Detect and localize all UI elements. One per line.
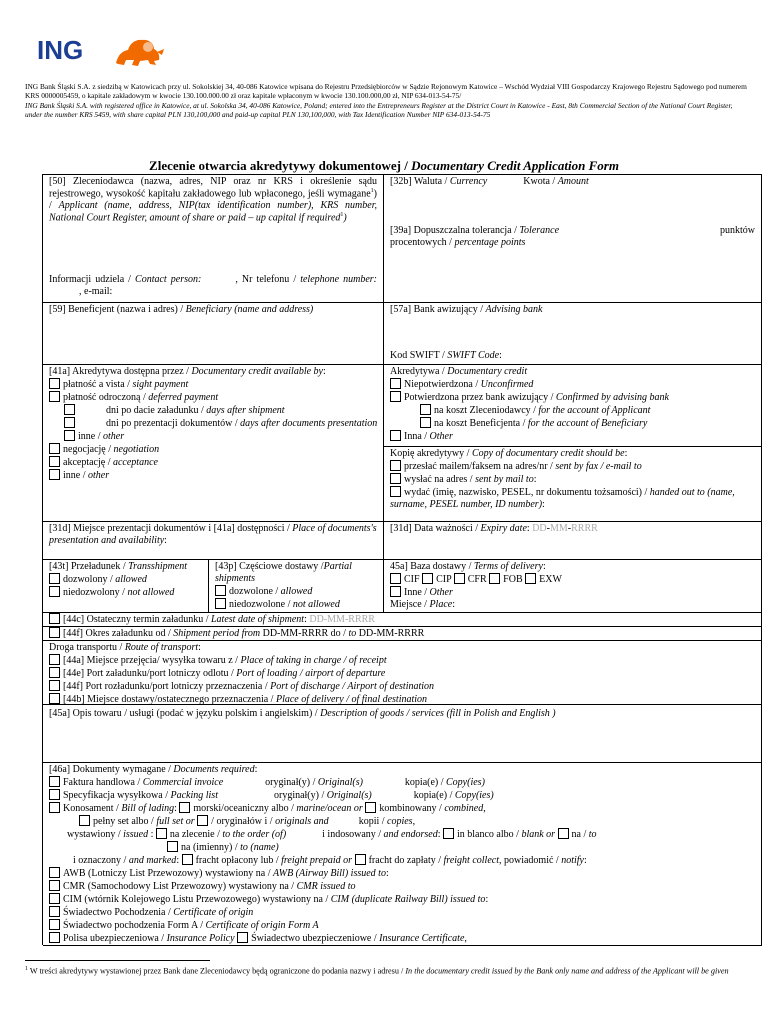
checkbox[interactable] (420, 417, 431, 428)
option-hand-out[interactable]: wydać (imię, nazwisko, PESEL, nr dokumentu tożsamości) / handed out to (name, surname, PESEL number, ID number): (390, 487, 735, 510)
bol-named[interactable]: na (imienny) / to (name) (49, 841, 756, 854)
checkbox[interactable] (215, 598, 226, 609)
contact-label-english: Contact person: (135, 274, 202, 285)
partial-shipments-label-english: Partial shipments (215, 561, 352, 584)
checkbox-exw[interactable] (525, 573, 536, 584)
checkbox[interactable] (443, 828, 454, 839)
route-label-english: Route of transport (124, 642, 199, 653)
goods-description-section[interactable] (43, 705, 762, 763)
presentation-place-label-english: Place of documents's presentation and availability (49, 523, 377, 546)
option-unconfirmed[interactable]: Niepotwierdzona / Unconfirmed (390, 378, 756, 391)
option-send-fax-email[interactable]: przesłać mailem/faksem na adres/nr / sent by fax / e-mail to (390, 460, 756, 473)
swift-label: Kod SWIFT / (390, 350, 448, 361)
currency-label-english: Currency (449, 176, 488, 187)
tolerance-label-english: Tolerance (519, 225, 560, 236)
documents-label: [46a] Dokumenty wymagane / (49, 764, 174, 775)
bol-full-set[interactable]: pełny set albo / full set or / oryginałów i / originals and kopii / copies, (49, 815, 756, 828)
checkbox[interactable] (355, 854, 366, 865)
footnote (25, 966, 760, 977)
checkbox[interactable] (49, 586, 60, 597)
option-place-of-receipt[interactable]: [44a] Miejsce przejęcia/ wysyłka towaru z / Place of taking in charge / of receipt (49, 654, 756, 667)
checkbox[interactable] (156, 828, 167, 839)
checkbox[interactable] (49, 613, 60, 624)
application-form (42, 174, 762, 945)
latest-shipment-placeholder[interactable]: DD-MM-RRRR (309, 614, 375, 625)
option-days-after-presentation[interactable]: dni po prezentacji dokumentów / days after documents presentation (49, 417, 377, 430)
latest-shipment-row[interactable]: [44c] Ostateczny termin załadunku / Latest date of shipment: DD-MM-RRRR (43, 613, 762, 627)
available-by-section: [41a] Akredytywa dostępna przez / Documentary credit available by: płatność a vista / sight payment płatność odroczoną / deferred payment dni po dacie załadunku / days after shipment dni po prezentacji dokumentów / days after documents presentation inne / other negocjację / negotiation akceptację / acceptance inne / other (43, 365, 383, 522)
footnote-english: In the documentary credit issued by the Bank only name and address of the Applicant will be given (405, 966, 729, 976)
checkbox[interactable] (420, 404, 431, 415)
credit-type-label: Akredytywa / (390, 366, 448, 377)
checkbox-marine[interactable] (179, 802, 190, 813)
beneficiary-label: [59] Beneficjent (nazwa i adres) / (49, 304, 186, 315)
phone-label-english: telephone number: (300, 274, 378, 285)
option-beneficiary-account[interactable]: na koszt Beneficjenta / for the account of Beneficiary (390, 417, 756, 430)
applicant-label-english: Applicant (name, address, NIP(tax identification number), KRS number, National Court Register, amount of share or paid – up capital if required (49, 200, 377, 224)
page-title-polish: Zlecenie otwarcia akredytywy dokumentowej / (149, 158, 412, 173)
shipment-period-label-english: Shipment period from (173, 628, 261, 639)
checkbox[interactable] (215, 585, 226, 596)
percentage-label-english: percentage points (454, 237, 526, 248)
doc-bill-of-lading[interactable]: Konosament / Bill of lading: morski/oceaniczny albo / marine/ocean or kombinowany / combined, (49, 802, 756, 815)
transshipment-label: [43t] Przeładunek / (49, 561, 129, 572)
option-confirmed[interactable]: Potwierdzona przez bank awizujący / Confirmed by advising bank (390, 391, 756, 404)
checkbox[interactable] (49, 654, 60, 665)
goods-description-label-english: Description of goods / services (fill in Polish and English ) (320, 708, 556, 719)
checkbox[interactable] (49, 456, 60, 467)
checkbox[interactable] (390, 378, 401, 389)
advising-bank-label-english: Advising bank (485, 304, 543, 315)
applicant-label-close: ) (343, 212, 347, 224)
checkbox[interactable] (64, 430, 75, 441)
route-label: Droga transportu / (49, 642, 125, 653)
option-days-after-shipment[interactable]: dni po dacie załadunku / days after shipment (49, 404, 377, 417)
credit-type-section (384, 365, 762, 447)
checkbox[interactable] (64, 417, 75, 428)
doc-awb[interactable]: AWB (Lotniczy List Przewozowy) wystawiony na / AWB (Airway Bill) issued to: (49, 867, 756, 880)
legal-header-english: ING Bank Śląski S.A. with registered office in Katowice, at ul. Sokolska 34, 40-086 Katowice, Poland; entered into the Entrepreneurs Register at the District Court in Katowice - East, 8th Commercial Section of the National Court Register, under the number KRS 5459, with share capital PLN 130,100,000 and paid-up capital PLN 130,100,000, with Tax Identification Number NIP 634-013-54-75 (25, 100, 733, 120)
expiry-date-placeholder[interactable]: DD-MM-RRRR (532, 523, 598, 534)
option-place-of-delivery[interactable]: [44b] Miejsce dostawy/ostatecznego przeznaczenia / Place of delivery / of final destination (49, 693, 756, 706)
doc-commercial-invoice[interactable]: Faktura handlowa / Commercial invoice oryginał(y) / Original(s) kopia(e) / Copy(ies) (49, 776, 756, 789)
footnote-polish: W treści akredytywy wystawionej przez Bank dane Zleceniodawcy będą ograniczone do podania nazwy i adresu / (28, 966, 406, 976)
bank-legal-header (25, 82, 750, 120)
credit-type-label-english: Documentary credit (447, 366, 528, 377)
credit-copy-label-english: Copy of documentary credit should be (471, 448, 625, 459)
available-by-label-english: Documentary credit available by (191, 366, 323, 377)
checkbox[interactable] (390, 460, 401, 471)
footnote-ref: 1 (370, 188, 374, 194)
advising-bank-section[interactable] (384, 303, 762, 365)
ing-logo (37, 33, 172, 73)
doc-cim[interactable]: CIM (wtórnik Kolejowego Listu Przewozowego) wystawiony na / CIM (duplicate Railway Bill) issued to: (49, 893, 756, 906)
checkbox[interactable] (390, 486, 401, 497)
shipment-period-row[interactable]: [44f] Okres załadunku od / Shipment period from DD-MM-RRRR do / to DD-MM-RRRR (43, 627, 762, 641)
page-title (0, 158, 768, 174)
footnote-ref-2: 1 (340, 212, 344, 219)
option-deferred-payment[interactable]: płatność odroczoną / deferred payment (49, 391, 377, 404)
option-transshipment-not-allowed[interactable]: niedozwolony / not allowed (49, 586, 202, 599)
checkbox[interactable] (49, 378, 60, 389)
checkbox[interactable] (49, 693, 60, 704)
incoterms-options: CIF CIP CFR FOB EXW (390, 573, 756, 586)
option-partial-not-allowed[interactable]: niedozwolone / not allowed (215, 598, 377, 611)
goods-description-label: [45a] Opis towaru / usługi (podać w języku polskim i angielskim) / (49, 708, 321, 719)
documents-label-english: Documents required (173, 764, 255, 775)
option-port-of-discharge[interactable]: [44f] Port rozładunku/port lotniczy przeznaczenia / Port of discharge / Airport of destination (49, 680, 756, 693)
presentation-place-section[interactable]: [31d] Miejsce prezentacji dokumentów i [41a] dostępności / Place of documents's presentation and availability: (43, 522, 383, 560)
documents-required-section: [46a] Dokumenty wymagane / Documents required: Faktura handlowa / Commercial invoice oryginał(y) / Original(s) kopia(e) / Copy(ies) Specyfikacja wysyłkowa / Packing list oryginał(y) / Original(s) kopia(e) / Copy(ies) Konosament / Bill of lading: morski/oceaniczny albo / marine/ocean or kombinowany / combined, pełny set albo / full set or / oryginałów i / originals and kopii / copies, wystawiony / issued : na zlecenie / to the order (of) i indosowany / and endorsed: in blanco albo / blank or na / to na (imienny) / to (name) i oznaczony / and marked: fracht opłacony lub / freight prepaid or fracht do zapłaty / freight collect, powiadomić / notify: AWB (Lotniczy List Przewozowy) wystawiony na / AWB (Airway Bill) issued to: CMR (Samochodowy List Przewozowy) wystawiony na / CMR issued to CIM (wtórnik Kolejowego Listu Przewozowego) wystawiony na / CIM (duplicate Railway Bill) issued to: Świadectwo Pochodzenia / Certificate of origin Świadectwo pochodzenia Form A / Certificate of origin Form A Polisa ubezpieczeniowa / Insurance Policy Świadectwo ubezpieczeniowe / Insurance Certificate, (43, 763, 762, 946)
checkbox[interactable] (49, 667, 60, 678)
tolerance-label: [39a] Dopuszczalna tolerancja / (390, 225, 520, 236)
checkbox[interactable] (49, 573, 60, 584)
expiry-date-label-english: Expiry date (480, 523, 527, 534)
option-negotiation[interactable]: negocjację / negotiation (49, 443, 377, 456)
checkbox[interactable] (49, 443, 60, 454)
doc-packing-list[interactable]: Specyfikacja wysyłkowa / Packing list oryginał(y) / Original(s) kopia(e) / Copy(ies) (49, 789, 756, 802)
swift-colon: : (499, 350, 502, 361)
delivery-terms-label-english: Terms of delivery (473, 561, 543, 572)
currency-amount-section[interactable]: [32b] Waluta / Currency Kwota / Amount [39a] Dopuszczalna tolerancja / Tolerance punktów procentowych / percentage points (384, 175, 762, 303)
partial-shipments-section (209, 560, 383, 613)
checkbox[interactable] (49, 867, 60, 878)
option-partial-allowed[interactable]: dozwolone / allowed (215, 585, 377, 598)
page-title-english: Documentary Credit Application Form (411, 158, 619, 173)
checkbox[interactable] (64, 404, 75, 415)
beneficiary-section[interactable] (43, 303, 383, 365)
checkbox[interactable] (49, 919, 60, 930)
delivery-terms-label: 45a] Baza dostawy / (390, 561, 474, 572)
checkbox[interactable] (49, 627, 60, 638)
transshipment-section (43, 560, 208, 613)
checkbox[interactable] (558, 828, 569, 839)
checkbox[interactable] (49, 469, 60, 480)
doc-insurance[interactable]: Polisa ubezpieczeniowa / Insurance Policy Świadectwo ubezpieczeniowe / Insurance Certificate, (49, 932, 756, 945)
route-section: Droga transportu / Route of transport: [44a] Miejsce przejęcia/ wysyłka towaru z / Place of taking in charge / of receipt [44e] Port załadunku/port lotniczy odlotu / Port of loading / airport of departure [44f] Port rozładunku/port lotniczy przeznaczenia / Port of discharge / Airport of destination [44b] Miejsce dostawy/ostatecznego przeznaczenia / Place of delivery / of final destination (43, 641, 762, 705)
checkbox-cfr[interactable] (454, 573, 465, 584)
footnote-rule (25, 960, 210, 961)
checkbox[interactable] (390, 391, 401, 402)
checkbox[interactable] (49, 789, 60, 800)
ing-logo-text: ING (37, 35, 84, 65)
delivery-place-field[interactable]: Miejsce / Place: (390, 599, 455, 610)
available-by-label: [41a] Akredytywa dostępna przez / (49, 366, 192, 377)
checkbox[interactable] (79, 815, 90, 826)
checkbox-cip[interactable] (422, 573, 433, 584)
checkbox[interactable] (49, 893, 60, 904)
checkbox[interactable] (390, 430, 401, 441)
option-send-mail[interactable]: wysłać na adres / sent by mail to: (390, 473, 756, 486)
transshipment-label-english: Transshipment (128, 561, 188, 572)
advising-bank-label: [57a] Bank awizujący / (390, 304, 486, 315)
doc-certificate-of-origin[interactable]: Świadectwo Pochodzenia / Certificate of origin (49, 906, 756, 919)
partial-shipments-label: [43p] Częściowe dostawy / (215, 561, 324, 572)
applicant-label-polish: [50] Zleceniodawca (nazwa, adres, NIP oraz nr KRS i określenie sądu rejestrowego, wysokość kapitału zakładowego lub wpłaconego, jeśli wymagane (49, 176, 377, 200)
option-sight-payment[interactable]: płatność a vista / sight payment (49, 378, 377, 391)
currency-label: [32b] Waluta / (390, 176, 450, 187)
checkbox[interactable] (167, 841, 178, 852)
checkbox[interactable] (390, 473, 401, 484)
option-port-of-loading[interactable]: [44e] Port załadunku/port lotniczy odlotu / Port of loading / airport of departure (49, 667, 756, 680)
shipment-period-label: [44f] Okres załadunku od / (63, 628, 174, 639)
checkbox-cif[interactable] (390, 573, 401, 584)
option-terms-other[interactable]: Inne / Other (390, 586, 756, 599)
checkbox-combined[interactable] (365, 802, 376, 813)
doc-certificate-form-a[interactable]: Świadectwo pochodzenia Form A / Certificate of origin Form A (49, 919, 756, 932)
swift-label-english: SWIFT Code (447, 350, 500, 361)
latest-shipment-label-english: Latest date of shipment (211, 614, 305, 625)
beneficiary-label-english: Beneficiary (name and address) (185, 304, 314, 315)
bol-issued[interactable]: wystawiony / issued : na zlecenie / to the order (of) i indosowany / and endorsed: in blanco albo / blank or na / to (67, 829, 597, 840)
checkbox[interactable] (49, 776, 60, 787)
checkbox[interactable] (49, 906, 60, 917)
applicant-section[interactable] (43, 175, 383, 303)
credit-copy-label: Kopię akredytywy / (390, 448, 472, 459)
checkbox[interactable] (49, 802, 60, 813)
option-applicant-account[interactable]: na koszt Zleceniodawcy / for the account of Applicant (390, 404, 756, 417)
checkbox[interactable] (49, 680, 60, 691)
checkbox[interactable] (390, 586, 401, 597)
applicant-label-sep: ) / (49, 188, 377, 212)
checkbox-fob[interactable] (489, 573, 500, 584)
credit-copy-section: Kopię akredytywy / Copy of documentary credit should be: przesłać mailem/faksem na adres/nr / sent by fax / e-mail to wysłać na adres / sent by mail to: wydać (imię, nazwisko, PESEL, nr dokumentu tożsamości) / handed out to (name, surname, PESEL number, ID number): (384, 447, 762, 522)
phone-label: , Nr telefonu / (235, 274, 301, 285)
amount-label: Kwota / (523, 176, 558, 187)
bol-marked[interactable]: i oznaczony / and marked: fracht opłacony lub / freight prepaid or fracht do zapłaty / freight collect, powiadomić / notify: (73, 855, 587, 866)
expiry-date-label: [31d] Data ważności / (390, 523, 481, 534)
expiry-date-section[interactable]: [31d] Data ważności / Expiry date: DD-MM-RRRR (384, 522, 762, 560)
option-acceptance[interactable]: akceptację / acceptance (49, 456, 377, 469)
latest-shipment-label: [44c] Ostateczny termin załadunku / (63, 614, 211, 625)
option-other[interactable]: inne / other (49, 469, 377, 482)
checkbox[interactable] (197, 815, 208, 826)
delivery-terms-section: 45a] Baza dostawy / Terms of delivery: CIF CIP CFR FOB EXW Inne / Other Miejsce / Place: (384, 560, 762, 613)
option-other-credit[interactable]: Inna / Other (390, 430, 756, 443)
checkbox-insurance-certificate[interactable] (237, 932, 248, 943)
footnote-number: 1 (25, 966, 28, 972)
option-transshipment-allowed[interactable]: dozwolony / allowed (49, 573, 202, 586)
option-deferred-other[interactable]: inne / other (49, 430, 377, 443)
checkbox[interactable] (49, 391, 60, 402)
checkbox[interactable] (49, 932, 60, 943)
email-label: , e-mail: (79, 286, 113, 297)
checkbox[interactable] (182, 854, 193, 865)
doc-cmr[interactable]: CMR (Samochodowy List Przewozowy) wystawiony na / CMR issued to (49, 880, 756, 893)
amount-label-english: Amount (557, 176, 589, 187)
lion-icon (110, 33, 166, 71)
presentation-place-label: [31d] Miejsce prezentacji dokumentów i [41a] dostępności / (49, 523, 293, 534)
checkbox[interactable] (49, 880, 60, 891)
legal-header-polish: ING Bank Śląski S.A. z siedzibą w Katowicach przy ul. Sokolskiej 34, 40-086 Katowice wpisana do Rejestru Przedsiębiorców w Sądzie Rejonowym Katowice – Wschód Wydział VIII Gospodarczy Krajowego Rejestru Sądowego pod numerem KRS 0000005459, o kapitale zakładowym w kwocie 130.100.000.00 zł oraz kapitale wpłaconym w kwocie 130.100.000,00 zł, NIP 634-013-54-75/ (25, 82, 747, 101)
contact-label: Informacji udziela / (49, 274, 136, 285)
